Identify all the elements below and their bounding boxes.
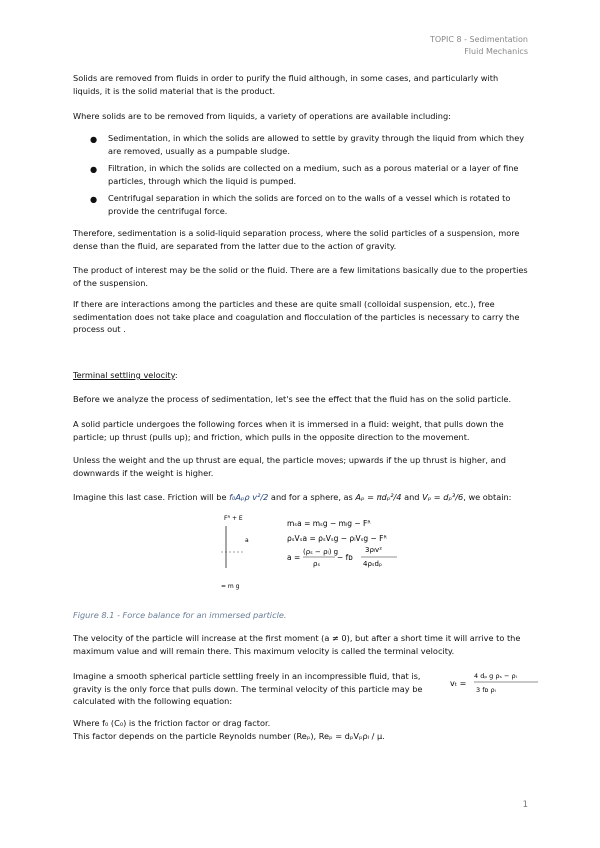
bullet-marker: ● xyxy=(90,194,98,204)
header-topic: TOPIC 8 - Sedimentation xyxy=(429,35,528,44)
paragraph-smooth-particle: Imagine a smooth spherical particle settling freely in an incompressible fluid, that is, gravity is the only force that pulls down. The terminal velocity of this particle may be calculated with the following equation: xyxy=(73,671,423,706)
force-equation-3-denominator: ρₛ xyxy=(313,560,321,568)
volume-formula: Vₚ = dₚ³/6 xyxy=(422,492,464,502)
terminal-eq-denominator: 3 fᴅ ρₗ xyxy=(476,686,496,694)
paragraph-operations: Where solids are to be removed from liquids, a variety of operations are available including: xyxy=(73,111,451,121)
paragraph-friction-factor: Where f₀ (C₀) is the friction factor or drag factor. xyxy=(73,718,271,728)
section-colon: : xyxy=(174,370,178,380)
page-number: 1 xyxy=(522,800,528,810)
terminal-eq-lhs: vₜ = xyxy=(450,679,467,688)
force-equation-3-lhs: a = xyxy=(287,553,301,562)
force-label-top: Fᴿ + E xyxy=(224,515,243,522)
paragraph-motion: Unless the weight and the up thrust are equal, the particle moves; upwards if the up thrust is higher, and downwards if the weight is higher. xyxy=(73,455,506,478)
friction-text-2: and for a sphere, as xyxy=(268,492,356,502)
terminal-eq-numerator: 4 dₚ g ρₛ − ρₗ xyxy=(474,672,517,680)
paragraph-reynolds: This factor depends on the particle Reynolds number (Reₚ), Reₚ = dₚVₚρₗ / μ. xyxy=(73,731,385,741)
section-heading xyxy=(73,369,529,382)
area-formula: Aₚ = πdₚ²/4 xyxy=(355,492,402,502)
paragraph-product: The product of interest may be the solid or the fluid. There are a few limitations basically due to the properties of the suspension. xyxy=(73,265,528,288)
friction-text-3: and xyxy=(401,492,423,502)
friction-formula: f₀Aₚρ v²/2 xyxy=(229,492,269,502)
force-equation-3-numerator-2: 3ρₗv² xyxy=(365,546,383,554)
friction-text-4: , we obtain: xyxy=(463,492,512,502)
force-balance-figure xyxy=(215,512,405,590)
paragraph-interactions: If there are interactions among the particles and these are quite small (colloidal suspension, etc.), free sedimentation does not take place and coagulation and flocculation of the particles is necessary to carry the process out . xyxy=(73,299,520,334)
paragraph-terminal-velocity: The velocity of the particle will increase at the first moment (a ≠ 0), but after a short time it will arrive to the maximum value and will remain there. This maximum velocity is called the terminal velocity. xyxy=(73,633,521,656)
paragraph-friction xyxy=(73,491,529,504)
terminal-velocity-equation xyxy=(450,668,540,702)
figure-caption: Figure 8.1 - Force balance for an immersed particle. xyxy=(73,610,287,620)
paragraph-analysis: Before we analyze the process of sedimentation, let's see the effect that the fluid has on the solid particle. xyxy=(73,394,512,404)
paragraph-intro: Solids are removed from fluids in order to purify the fluid although, in some cases, and particularly with liquids, it is the solid material that is the product. xyxy=(73,73,499,96)
force-label-right: a xyxy=(245,537,249,544)
force-equation-2: ρₛVₛa = ρₛVₛg − ρₗVₛg − Fᴿ xyxy=(287,534,387,543)
force-equation-3-numerator: (ρₛ − ρₗ) g xyxy=(303,548,339,556)
section-title: Terminal settling velocity xyxy=(73,370,175,380)
friction-text-1: Imagine this last case. Friction will be xyxy=(73,492,230,502)
force-label-bottom: = m g xyxy=(221,583,240,590)
bullet-centrifugal: Centrifugal separation in which the solids are forced on to the walls of a vessel which is rotated to provide the centrifugal force. xyxy=(108,193,511,216)
force-equation-3-drag: − fᴅ xyxy=(337,553,353,562)
bullet-filtration: Filtration, in which the solids are collected on a medium, such as a porous material or a layer of fine particles, through which the liquid is pumped. xyxy=(108,163,519,186)
force-equation-1: mₛa = mₛg − mₗg − Fᴿ xyxy=(287,519,371,528)
force-equation-3-denominator-2: 4ρₛdₚ xyxy=(363,560,382,568)
paragraph-sedimentation-definition: Therefore, sedimentation is a solid-liquid separation process, where the solid particles of a suspension, more dense than the fluid, are separated from the latter due to the action of gravity. xyxy=(73,228,520,251)
page-header xyxy=(430,34,528,58)
bullet-sedimentation: Sedimentation, in which the solids are allowed to settle by gravity through the liquid from which they are removed, usually as a pumpable sludge. xyxy=(108,133,525,156)
bullet-marker: ● xyxy=(90,164,98,174)
paragraph-forces: A solid particle undergoes the following forces when it is immersed in a fluid: weight, that pulls down the particle; up thrust (pulls up); and friction, which pulls in the opposite direction to the movement. xyxy=(73,419,504,442)
bullet-marker: ● xyxy=(90,134,98,144)
header-course: Fluid Mechanics xyxy=(464,47,528,56)
